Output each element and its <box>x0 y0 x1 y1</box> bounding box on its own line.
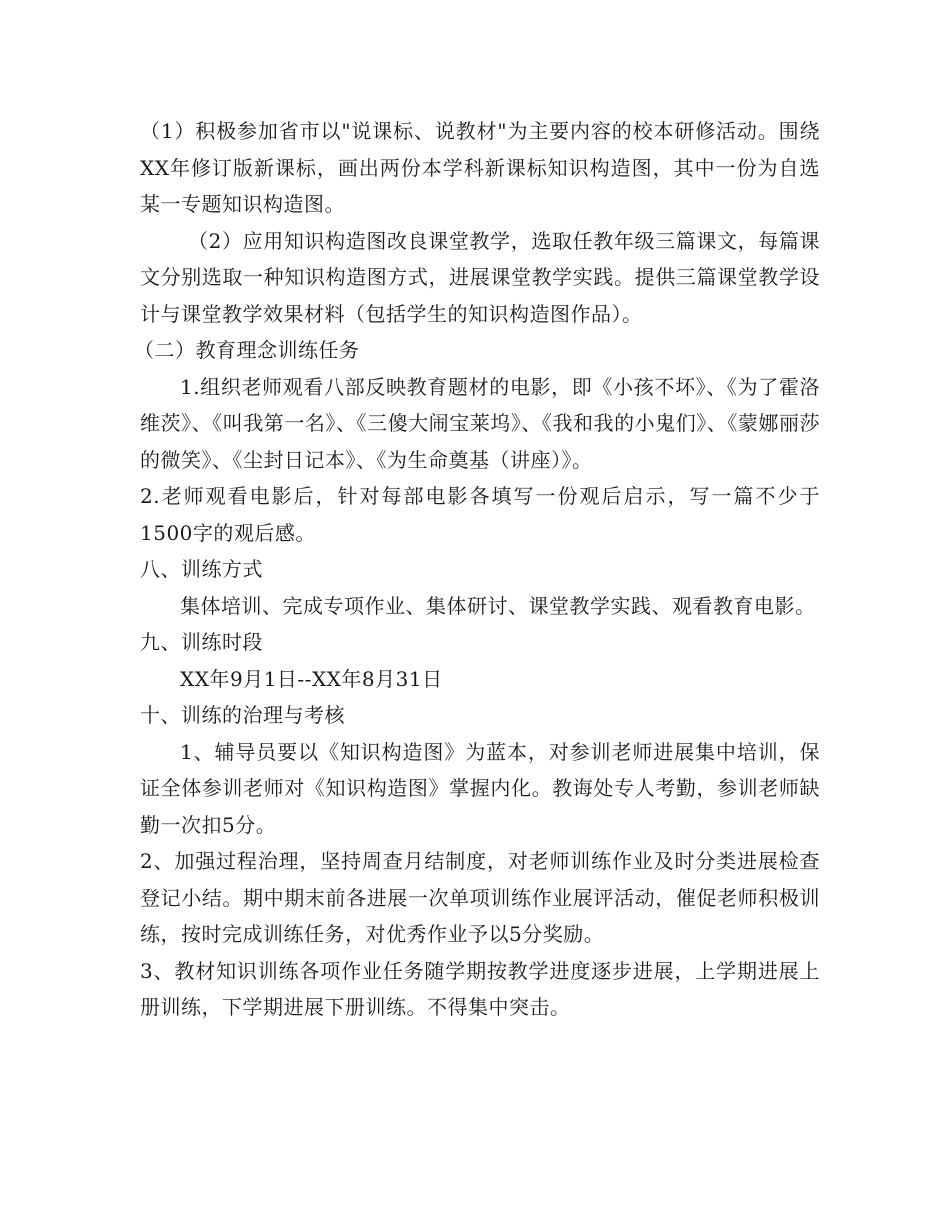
section-heading-education-philosophy: （二）教育理念训练任务 <box>134 338 360 362</box>
paragraph-training-period: XX年9月1日--XX年8月31日 <box>180 666 443 691</box>
section-heading-training-period: 九、训练时段 <box>140 630 263 654</box>
paragraph-movie-review: 2.老师观看电影后，针对每部电影各填写一份观后启示，写一篇不少于1500字的观后感。 <box>140 484 820 545</box>
section-heading-training-method: 八、训练方式 <box>140 557 263 581</box>
paragraph-management-2: 2、加强过程治理，坚持周查月结制度，对老师训练作业及时分类进展检查登记小结。期中期末前各进展一次单项训练作业展评活动，催促老师积极训练，按时完成训练任务，对优秀作业予以5分奖励。 <box>140 849 820 946</box>
paragraph-activity-2: （2）应用知识构造图改良课堂教学，选取任教年级三篇课文，每篇课文分别选取一种知识构造图方式，进展课堂教学实践。提供三篇课堂教学设计与课堂教学效果材料（包括学生的知识构造图作品）。 <box>140 228 820 326</box>
paragraph-training-method: 集体培训、完成专项作业、集体研讨、课堂教学实践、观看教育电影。 <box>180 593 816 618</box>
paragraph-management-3: 3、教材知识训练各项作业任务随学期按教学进度逐步进展，上学期进展上册训练，下学期进展下册训练。不得集中突击。 <box>140 958 820 1019</box>
paragraph-management-1: 1、辅导员要以《知识构造图》为蓝本，对参训老师进展集中培训，保证全体参训老师对《知识构造图》掌握内化。教诲处专人考勤，参训老师缺勤一次扣5分。 <box>140 739 820 837</box>
section-heading-management: 十、训练的治理与考核 <box>140 703 345 727</box>
paragraph-activity-1: （1）积极参加省市以"说课标、说教材"为主要内容的校本研修活动。围绕XX年修订版新课标，画出两份本学科新课标知识构造图，其中一份为自选某一专题知识构造图。 <box>140 119 820 216</box>
paragraph-movie-list: 1.组织老师观看八部反映教育题材的电影，即《小孩不坏》、《为了霍洛维茨》、《叫我第一名》、《三傻大闹宝莱坞》、《我和我的小鬼们》、《蒙娜丽莎的微笑》、《尘封日记本》、《为生命奠基（讲座）》。 <box>140 374 820 472</box>
document-body <box>134 113 820 1026</box>
